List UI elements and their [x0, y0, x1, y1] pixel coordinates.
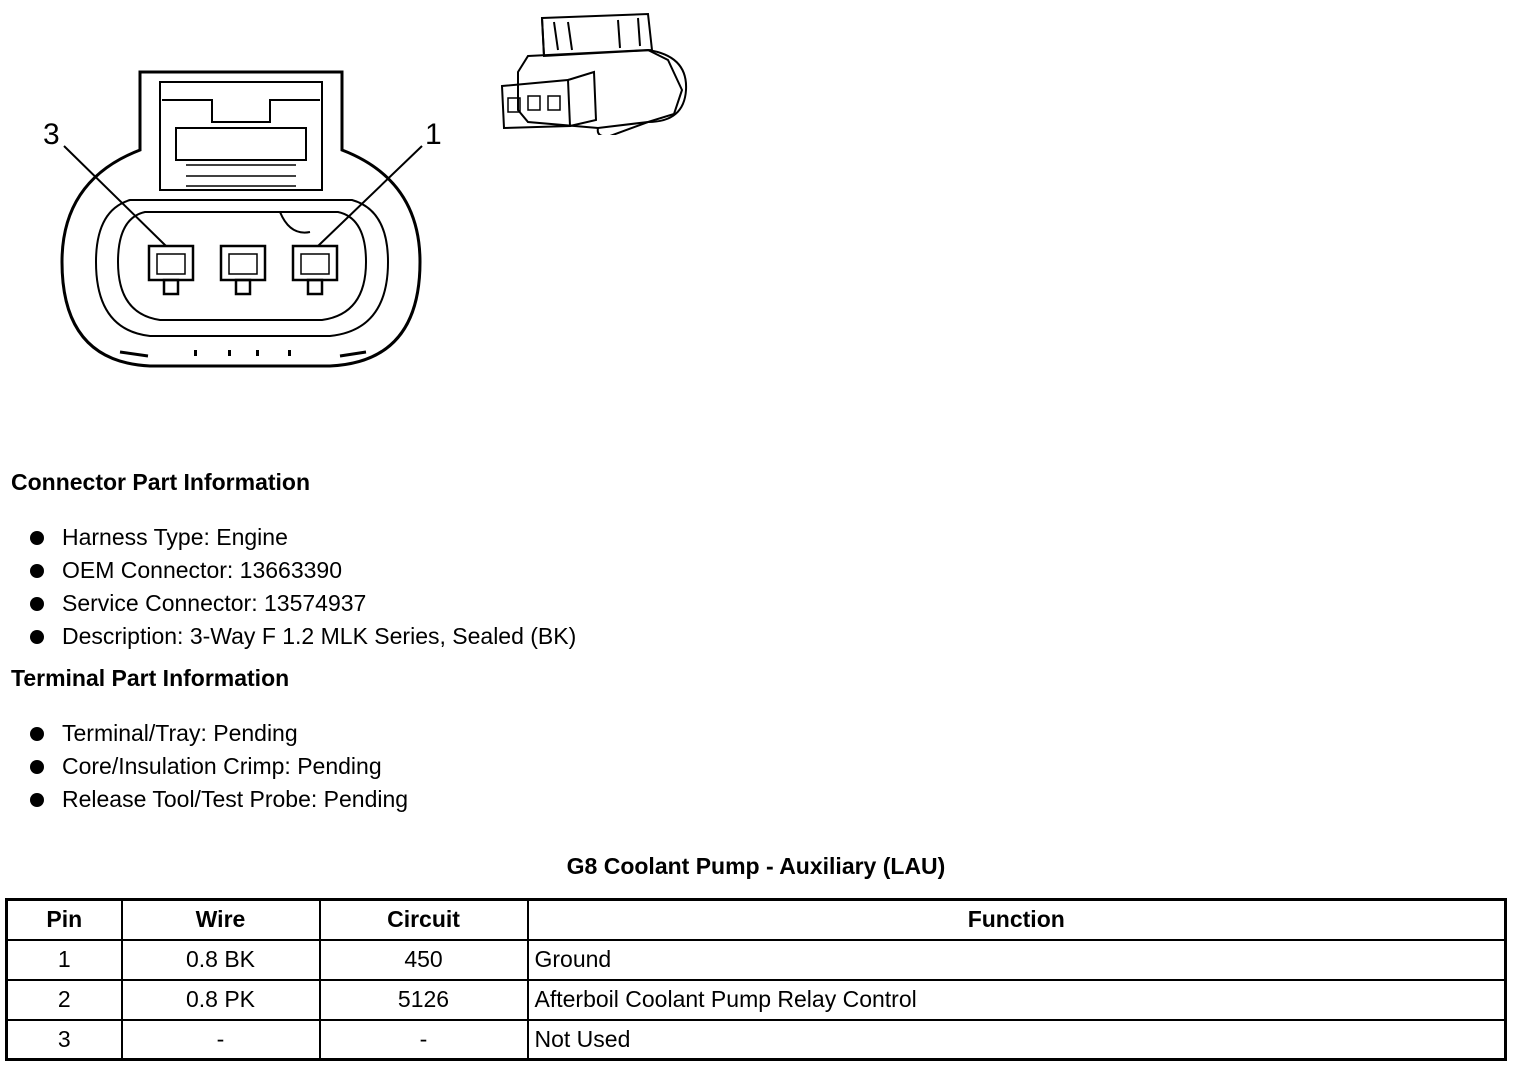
connector-info-heading: Connector Part Information — [11, 469, 311, 495]
cell-wire: - — [122, 1020, 320, 1060]
cell-function: Afterboil Coolant Pump Relay Control — [528, 980, 1506, 1020]
column-header-pin: Pin — [7, 900, 122, 940]
table-header-row — [7, 900, 1506, 940]
bullet-icon — [30, 597, 44, 611]
cell-function: Not Used — [528, 1020, 1506, 1060]
cell-wire: 0.8 BK — [122, 940, 320, 980]
list-item: Description: 3-Way F 1.2 MLK Series, Sealed (BK) — [28, 620, 576, 653]
list-item: Release Tool/Test Probe: Pending — [28, 783, 408, 816]
terminal-info-list — [28, 717, 408, 816]
cell-circuit: 450 — [320, 940, 528, 980]
table-row — [7, 940, 1506, 980]
list-item: OEM Connector: 13663390 — [28, 554, 576, 587]
connector-isometric-illustration — [498, 10, 688, 135]
bullet-icon — [30, 727, 44, 741]
cell-circuit: - — [320, 1020, 528, 1060]
cell-circuit: 5126 — [320, 980, 528, 1020]
connector-face-diagram — [0, 0, 470, 400]
list-item: Core/Insulation Crimp: Pending — [28, 750, 408, 783]
list-item: Service Connector: 13574937 — [28, 587, 576, 620]
cell-pin: 3 — [7, 1020, 122, 1060]
bullet-icon — [30, 793, 44, 807]
pin-label-1: 1 — [425, 118, 442, 151]
cell-pin: 2 — [7, 980, 122, 1020]
terminal-info-heading: Terminal Part Information — [11, 665, 290, 691]
bullet-icon — [30, 630, 44, 644]
column-header-circuit: Circuit — [320, 900, 528, 940]
bullet-icon — [30, 564, 44, 578]
cell-function: Ground — [528, 940, 1506, 980]
table-row — [7, 1020, 1506, 1060]
bullet-icon — [30, 760, 44, 774]
pin-label-3: 3 — [43, 118, 60, 151]
list-item: Terminal/Tray: Pending — [28, 717, 408, 750]
column-header-wire: Wire — [122, 900, 320, 940]
cell-pin: 1 — [7, 940, 122, 980]
pinout-table — [5, 898, 1507, 1061]
table-row — [7, 980, 1506, 1020]
table-title: G8 Coolant Pump - Auxiliary (LAU) — [566, 853, 946, 879]
column-header-function: Function — [528, 900, 1506, 940]
list-item: Harness Type: Engine — [28, 521, 576, 554]
bullet-icon — [30, 531, 44, 545]
connector-info-list — [28, 521, 576, 653]
cell-wire: 0.8 PK — [122, 980, 320, 1020]
